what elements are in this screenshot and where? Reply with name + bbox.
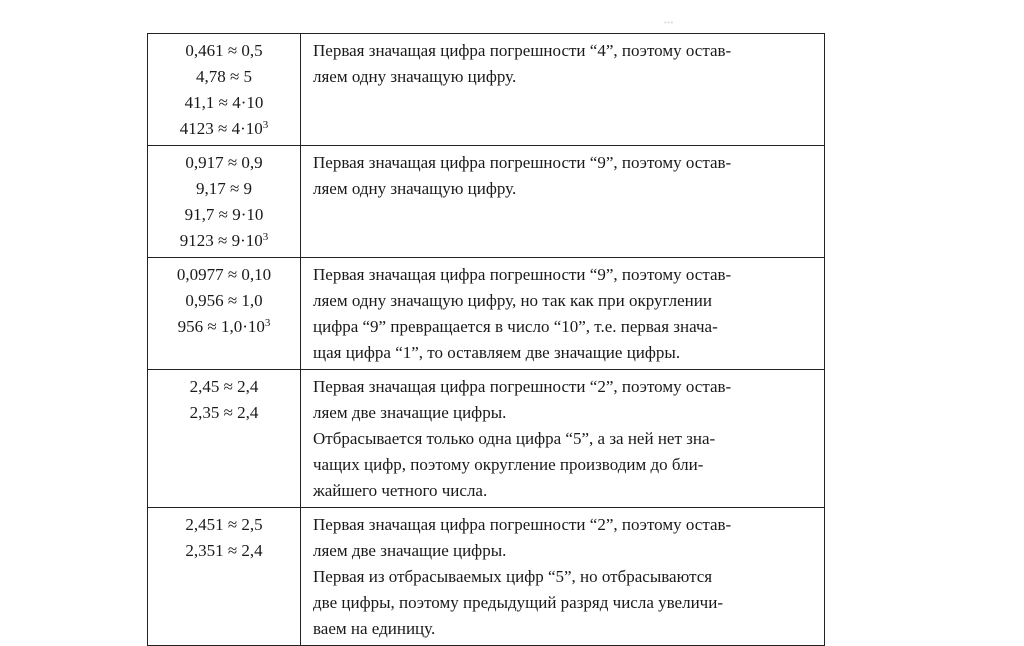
examples-cell	[148, 146, 301, 258]
example-line: 0,956 ≈ 1,0	[185, 291, 263, 310]
explanation-line: ляем две значащие цифры.	[313, 403, 507, 422]
example-line: $9123 \approx 9\cdot 10^3$	[179, 231, 269, 250]
explanation-line: чащих цифр, поэтому округление производим до бли-	[313, 455, 704, 474]
example-line: 9,17 ≈ 9	[195, 179, 253, 198]
table-row	[148, 508, 825, 646]
explanation-cell	[301, 146, 825, 258]
explanation-line: жайшего четного числа.	[313, 481, 488, 500]
table-row	[148, 146, 825, 258]
explanation-cell	[301, 370, 825, 508]
explanation-line: Первая значащая цифра погрешности “4”, поэтому остав-	[313, 41, 732, 60]
explanation-line: Первая значащая цифра погрешности “9”, поэтому остав-	[313, 153, 732, 172]
example-line: 91,7 ≈ 9·10	[184, 205, 264, 224]
examples-cell	[148, 34, 301, 146]
rounding-rules-table	[147, 33, 825, 646]
explanation-line: Первая значащая цифра погрешности “2”, поэтому остав-	[313, 515, 732, 534]
example-line: $4123 \approx 4\cdot 10^3$	[179, 119, 269, 138]
explanation-line: две цифры, поэтому предыдущий разряд числа увеличи-	[313, 593, 723, 612]
explanation-line: Первая значащая цифра погрешности “2”, поэтому остав-	[313, 377, 732, 396]
table-row	[148, 370, 825, 508]
example-line: 0,0977 ≈ 0,10	[176, 265, 272, 284]
examples-cell	[148, 508, 301, 646]
example-line: $956 \approx 1,0\cdot 10^3$	[177, 317, 271, 336]
explanation-cell	[301, 34, 825, 146]
explanation-line: ляем одну значащую цифру.	[313, 67, 517, 86]
example-line: 41,1 ≈ 4·10	[184, 93, 264, 112]
example-line: 4,78 ≈ 5	[195, 67, 253, 86]
explanation-line: ляем одну значащую цифру.	[313, 179, 517, 198]
table-row	[148, 258, 825, 370]
examples-cell	[148, 370, 301, 508]
explanation-cell	[301, 508, 825, 646]
explanation-line: щая цифра “1”, то оставляем две значащие цифры.	[313, 343, 681, 362]
example-line: 2,45 ≈ 2,4	[189, 377, 259, 396]
table-row	[148, 34, 825, 146]
explanation-cell	[301, 258, 825, 370]
example-line: 2,351 ≈ 2,4	[185, 541, 263, 560]
explanation-line: цифра “9” превращается в число “10”, т.е. первая знача-	[313, 317, 718, 336]
example-line: 0,461 ≈ 0,5	[185, 41, 263, 60]
example-line: 0,917 ≈ 0,9	[185, 153, 263, 172]
explanation-line: ляем одну значащую цифру, но так как при округлении	[313, 291, 712, 310]
explanation-line: ваем на единицу.	[313, 619, 436, 638]
example-line: 2,451 ≈ 2,5	[185, 515, 263, 534]
explanation-line: Отбрасывается только одна цифра “5”, а за ней нет зна-	[313, 429, 716, 448]
explanation-line: Первая из отбрасываемых цифр “5”, но отбрасываются	[313, 567, 713, 586]
example-line: 2,35 ≈ 2,4	[189, 403, 259, 422]
explanation-line: ляем две значащие цифры.	[313, 541, 507, 560]
page-header-fragment: ...	[664, 14, 674, 26]
explanation-line: Первая значащая цифра погрешности “9”, поэтому остав-	[313, 265, 732, 284]
examples-cell	[148, 258, 301, 370]
